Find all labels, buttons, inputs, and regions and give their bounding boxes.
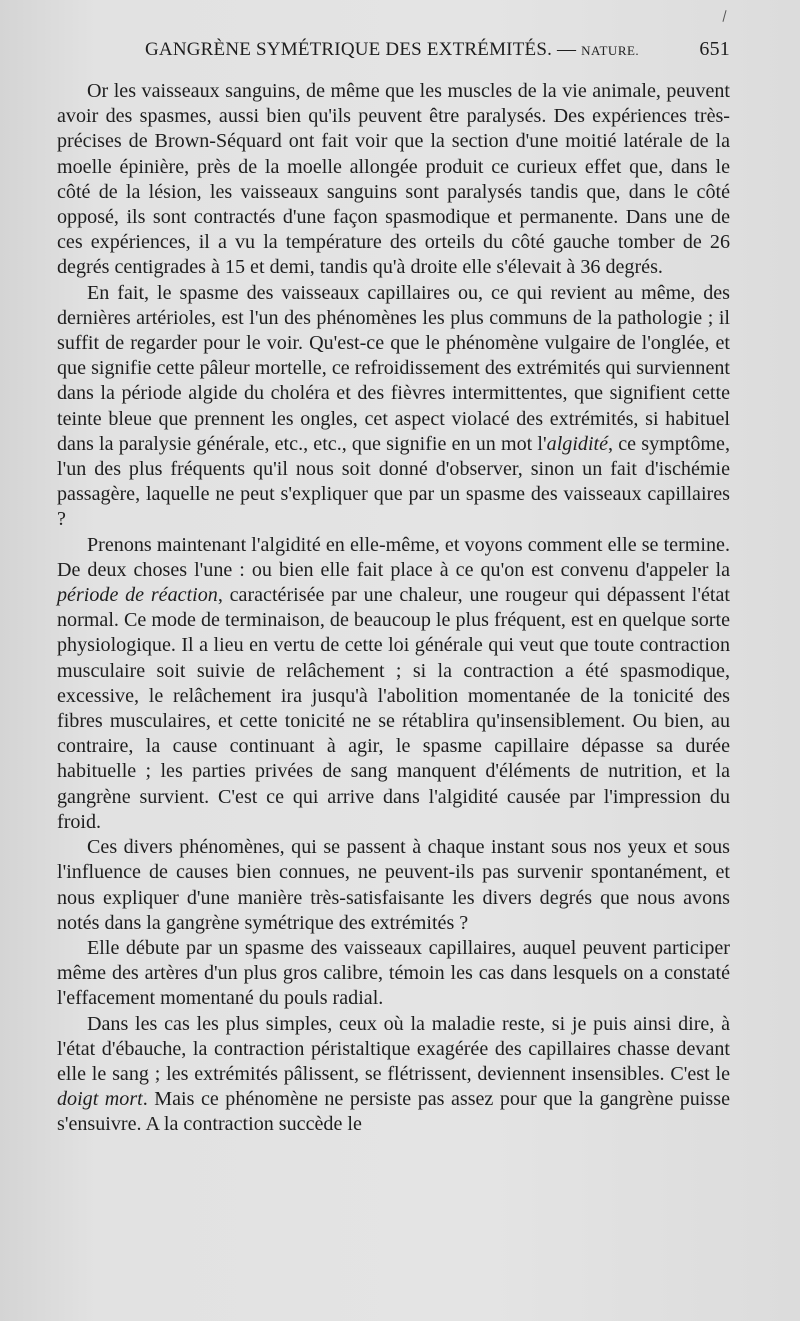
section-label: NATURE. — [581, 43, 640, 58]
margin-mark — [722, 10, 726, 22]
paragraph — [57, 281, 730, 533]
text-run: Ces divers phénomènes, qui se passent à chaque instant sous nos yeux et sous l'influence de causes bien connues, ne peuvent-ils pas survenir spontanément, et nous expliquer d'une manière très-satisfaisante les divers degrés que nous avons notés dans la gangrène symétrique des extrémités ? — [57, 836, 730, 934]
text-run: . Mais ce phénomène ne persiste pas assez pour que la gangrène puisse s'ensuivre. A la contraction succède le — [57, 1088, 730, 1136]
italic-term: algidité — [546, 432, 609, 455]
running-header — [57, 38, 730, 78]
text-run: En fait, le spasme des vaisseaux capillaires ou, ce qui revient au même, des dernières artérioles, est l'un des phénomènes les plus communs de la pathologie ; il suffit de regarder pour le voir. Qu'est-ce que le phénomène vulgaire de l'onglée, et que signifie cette pâleur mortelle, ce refroidissement des extrémités qui surviennent dans la période algide du choléra et des fièvres intermittentes, que signifient cette teinte bleue que prennent les ongles, cet aspect violacé des extrémités, si habituel dans la paralysie générale, etc., etc., que signifie en un mot l' — [57, 281, 730, 455]
text-run: , ce symptôme, l'un des plus fréquents qu'il nous soit donné d'observer, sinon un fait d'ischémie passagère, laquelle ne peut s'expliquer que par un spasme des vaisseaux capillaires ? — [57, 432, 730, 531]
paragraph — [57, 1012, 730, 1138]
text-run: Prenons maintenant l'algidité en elle-même, et voyons comment elle se termine. De deux choses l'une : ou bien elle fait place à ce qu'on est convenu d'appeler la — [57, 533, 730, 581]
paragraph — [57, 936, 730, 1012]
text-run: Elle débute par un spasme des vaisseaux capillaires, auquel peuvent participer même des artères d'un plus gros calibre, témoin les cas dans lesquels on a constaté l'effacement momentané du pouls radial. — [57, 936, 730, 1010]
text-run: Or les vaisseaux sanguins, de même que les muscles de la vie animale, peuvent avoir des spasmes, aussi bien qu'ils peuvent être paralysés. Des expériences très-précises de Brown-Séquard ont fait voir que la section d'une moitié latérale de la moelle épinière, près de la moelle allongée produit ce curieux effet que, dans le côté de la lésion, les vaisseaux sanguins sont paralysés tandis que, dans le côté opposé, ils sont contractés d'une façon spasmodique et permanente. Dans une de ces expériences, il a vu la température des orteils du côté gauche tomber de 26 degrés centigrades à 15 et demi, tandis qu'à droite elle s'élevait à 36 degrés. — [57, 80, 730, 279]
italic-term: doigt mort — [57, 1088, 143, 1111]
paragraph — [57, 533, 730, 835]
paragraph — [57, 79, 730, 281]
running-title: GANGRÈNE SYMÉTRIQUE DES EXTRÉMITÉS. — NATURE. — [145, 39, 640, 60]
body-text — [57, 79, 730, 1138]
text-run: , caractérisée par une chaleur, une rougeur qui dépassent l'état normal. Ce mode de terminaison, de beaucoup le plus fréquent, est en quelque sorte physiologique. Il a lieu en vertu de cette loi générale qui veut que toute contraction musculaire soit suivie de relâchement ; si la contraction a été spasmodique, excessive, le relâchement ira jusqu'à l'abolition momentanée de la tonicité des fibres musculaires, et cette tonicité ne se rétablira qu'insensiblement. Ou bien, au contraire, la cause continuant à agir, le spasme capillaire dépasse sa durée habituelle ; les parties privées de sang manquent d'éléments de nutrition, et la gangrène survient. C'est ce qui arrive dans l'algidité causée par l'impression du froid. — [57, 584, 730, 833]
paragraph — [57, 835, 730, 936]
page-number: 651 — [699, 38, 730, 60]
text-run: Dans les cas les plus simples, ceux où la maladie reste, si je puis ainsi dire, à l'état d'ébauche, la contraction péristaltique exagérée des capillaires chasse devant elle le sang ; les extrémités pâlissent, se flétrissent, deviennent insensibles. C'est le — [57, 1012, 730, 1085]
italic-term: période de réaction — [57, 584, 218, 607]
